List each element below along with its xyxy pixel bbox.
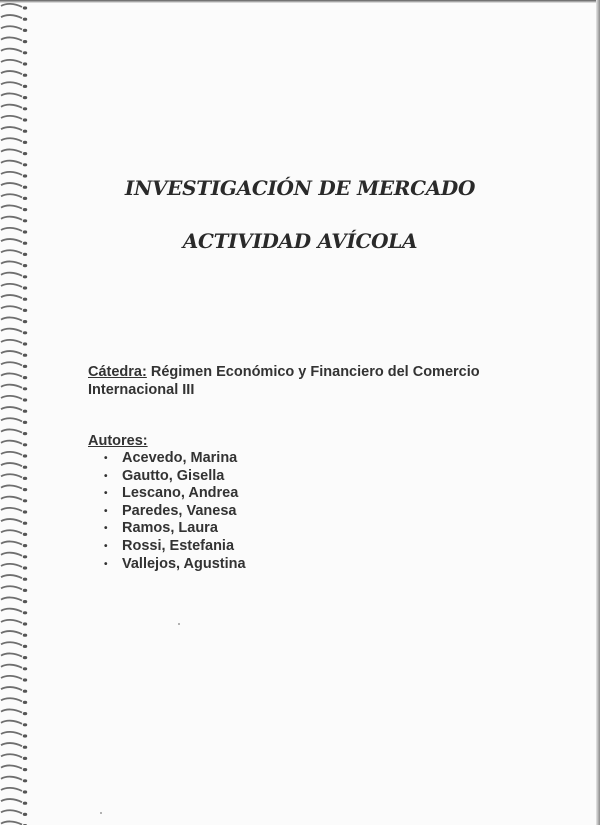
spiral-coil — [1, 485, 22, 488]
autores-block — [88, 432, 388, 573]
binding-hole — [23, 454, 27, 457]
catedra-label: Cátedra: — [88, 364, 147, 380]
spiral-coil — [1, 26, 22, 29]
binding-hole — [23, 320, 27, 323]
binding-hole — [23, 96, 27, 99]
binding-hole — [23, 779, 27, 782]
binding-hole — [23, 365, 27, 368]
spiral-coil — [1, 15, 22, 18]
spiral-coil — [1, 396, 22, 399]
bullet-icon: • — [104, 558, 108, 570]
binding-hole — [23, 757, 27, 760]
spiral-coil — [1, 205, 22, 208]
author-item — [104, 556, 388, 574]
binding-hole — [23, 163, 27, 166]
spiral-coil — [1, 329, 22, 332]
binding-hole — [23, 309, 27, 312]
spiral-coil — [1, 810, 22, 813]
page-right-edge — [596, 0, 600, 825]
author-name: Acevedo, Marina — [122, 450, 238, 466]
binding-hole — [23, 802, 27, 805]
spiral-coil — [1, 351, 22, 354]
author-item — [104, 503, 388, 521]
spiral-coil — [1, 93, 22, 96]
spiral-coil — [1, 4, 22, 7]
binding-hole — [23, 656, 27, 659]
spiral-coil — [1, 127, 22, 130]
spiral-coil — [1, 284, 22, 287]
binding-hole — [23, 611, 27, 614]
binding-hole — [23, 6, 27, 9]
spiral-coil — [1, 721, 22, 724]
binding-hole — [23, 533, 27, 536]
bullet-icon: • — [104, 453, 108, 464]
spiral-coil — [1, 709, 22, 712]
spiral-coil — [1, 754, 22, 757]
binding-hole — [23, 74, 27, 77]
author-name: Vallejos, Agustina — [122, 555, 246, 572]
spiral-coil — [1, 172, 22, 175]
author-name: Gautto, Gisella — [122, 467, 225, 484]
spiral-coil — [1, 497, 22, 500]
author-item — [104, 485, 388, 503]
spiral-coil — [1, 687, 22, 690]
binding-hole — [23, 421, 27, 424]
binding-hole — [23, 522, 27, 525]
spiral-coil — [1, 765, 22, 768]
binding-hole — [23, 566, 27, 569]
spiral-coil — [1, 105, 22, 108]
binding-hole — [23, 29, 27, 32]
spiral-coil — [1, 821, 22, 824]
binding-hole — [23, 376, 27, 379]
spiral-coil — [1, 71, 22, 74]
binding-hole — [23, 130, 27, 133]
spiral-coil — [1, 418, 22, 421]
spiral-coil — [1, 82, 22, 85]
binding-hole — [23, 107, 27, 110]
binding-hole — [23, 488, 27, 491]
spiral-coil — [1, 295, 22, 298]
binding-hole — [23, 746, 27, 749]
author-item — [104, 538, 388, 556]
author-name: Ramos, Laura — [122, 520, 218, 537]
author-item — [104, 450, 388, 468]
spiral-coil — [1, 261, 22, 264]
spiral-coil — [1, 676, 22, 679]
spiral-binding-icon — [0, 0, 34, 825]
author-name: Lescano, Andrea — [122, 485, 239, 502]
binding-hole — [23, 398, 27, 401]
spiral-coil — [1, 519, 22, 522]
spiral-coil — [1, 642, 22, 645]
binding-hole — [23, 286, 27, 289]
binding-hole — [23, 690, 27, 693]
spiral-coil — [1, 217, 22, 220]
binding-hole — [23, 768, 27, 771]
spiral-coil — [1, 429, 22, 432]
document-subtitle: ACTIVIDAD AVÍCOLA — [182, 229, 418, 253]
binding-hole — [23, 51, 27, 54]
spiral-coil — [1, 788, 22, 791]
binding-hole — [23, 219, 27, 222]
binding-hole — [23, 387, 27, 390]
spiral-coil — [1, 530, 22, 533]
binding-hole — [23, 555, 27, 558]
binding-hole — [23, 264, 27, 267]
spiral-coil — [1, 743, 22, 746]
autores-list — [88, 450, 388, 573]
spiral-coil — [1, 317, 22, 320]
spiral-coil — [1, 620, 22, 623]
spiral-coil — [1, 508, 22, 511]
binding-hole — [23, 331, 27, 334]
paper-speck — [100, 812, 102, 814]
spiral-coil — [1, 631, 22, 634]
binding-hole — [23, 152, 27, 155]
spiral-coil — [1, 553, 22, 556]
spiral-coil — [1, 665, 22, 668]
binding-hole — [23, 466, 27, 469]
spiral-coil — [1, 597, 22, 600]
spiral-coil — [1, 609, 22, 612]
spiral-coil — [1, 653, 22, 656]
binding-hole — [23, 544, 27, 547]
spiral-coil — [1, 799, 22, 802]
spiral-coil — [1, 407, 22, 410]
binding-hole — [23, 410, 27, 413]
binding-hole — [23, 443, 27, 446]
binding-hole — [23, 40, 27, 43]
binding-hole — [23, 678, 27, 681]
author-item — [104, 520, 388, 538]
binding-hole — [23, 477, 27, 480]
binding-hole — [23, 734, 27, 737]
spiral-coil — [1, 340, 22, 343]
binding-hole — [23, 499, 27, 502]
binding-hole — [23, 600, 27, 603]
binding-hole — [23, 275, 27, 278]
binding-hole — [23, 667, 27, 670]
spiral-coil — [1, 362, 22, 365]
spiral-coil — [1, 564, 22, 567]
binding-hole — [23, 253, 27, 256]
bullet-icon: • — [104, 488, 108, 500]
document-title: INVESTIGACIÓN DE MERCADO — [124, 176, 476, 200]
spiral-coil — [1, 116, 22, 119]
binding-hole — [23, 578, 27, 581]
bullet-icon: • — [104, 540, 108, 552]
spiral-coil — [1, 373, 22, 376]
binding-hole — [23, 118, 27, 121]
bullet-icon: • — [104, 470, 108, 482]
spiral-coil — [1, 586, 22, 589]
bullet-icon: • — [104, 523, 108, 535]
spiral-coil — [1, 575, 22, 578]
spiral-coil — [1, 452, 22, 455]
binding-hole — [23, 18, 27, 21]
binding-hole — [23, 342, 27, 345]
binding-hole — [23, 85, 27, 88]
spiral-coil — [1, 138, 22, 141]
catedra-value: Régimen Económico y Financiero del Comercio Internacional III — [88, 364, 480, 398]
binding-hole — [23, 589, 27, 592]
spiral-coil — [1, 777, 22, 780]
binding-hole — [23, 790, 27, 793]
binding-hole — [23, 712, 27, 715]
spiral-coil — [1, 732, 22, 735]
spiral-coil — [1, 698, 22, 701]
catedra-block — [88, 363, 528, 399]
binding-hole — [23, 354, 27, 357]
binding-hole — [23, 645, 27, 648]
spiral-coil — [1, 541, 22, 544]
author-name: Rossi, Estefania — [122, 537, 235, 554]
spiral-coil — [1, 385, 22, 388]
spiral-coil — [1, 37, 22, 40]
spiral-coil — [1, 149, 22, 152]
author-item — [104, 468, 388, 486]
binding-hole — [23, 622, 27, 625]
binding-hole — [23, 701, 27, 704]
spiral-coil — [1, 441, 22, 444]
binding-hole — [23, 634, 27, 637]
spiral-coil — [1, 49, 22, 52]
binding-hole — [23, 432, 27, 435]
spiral-coil — [1, 306, 22, 309]
bullet-icon: • — [104, 505, 108, 517]
binding-hole — [23, 813, 27, 816]
spiral-coil — [1, 273, 22, 276]
paper-speck — [178, 623, 180, 625]
binding-hole — [23, 510, 27, 513]
binding-hole — [23, 141, 27, 144]
spiral-coil — [1, 60, 22, 63]
spiral-coil — [1, 474, 22, 477]
page-top-edge — [0, 0, 600, 3]
spiral-coil — [1, 161, 22, 164]
binding-hole — [23, 62, 27, 65]
autores-label: Autores: — [88, 433, 148, 449]
author-name: Paredes, Vanesa — [122, 502, 237, 519]
spiral-coil — [1, 463, 22, 466]
binding-hole — [23, 208, 27, 211]
binding-hole — [23, 298, 27, 301]
binding-hole — [23, 723, 27, 726]
